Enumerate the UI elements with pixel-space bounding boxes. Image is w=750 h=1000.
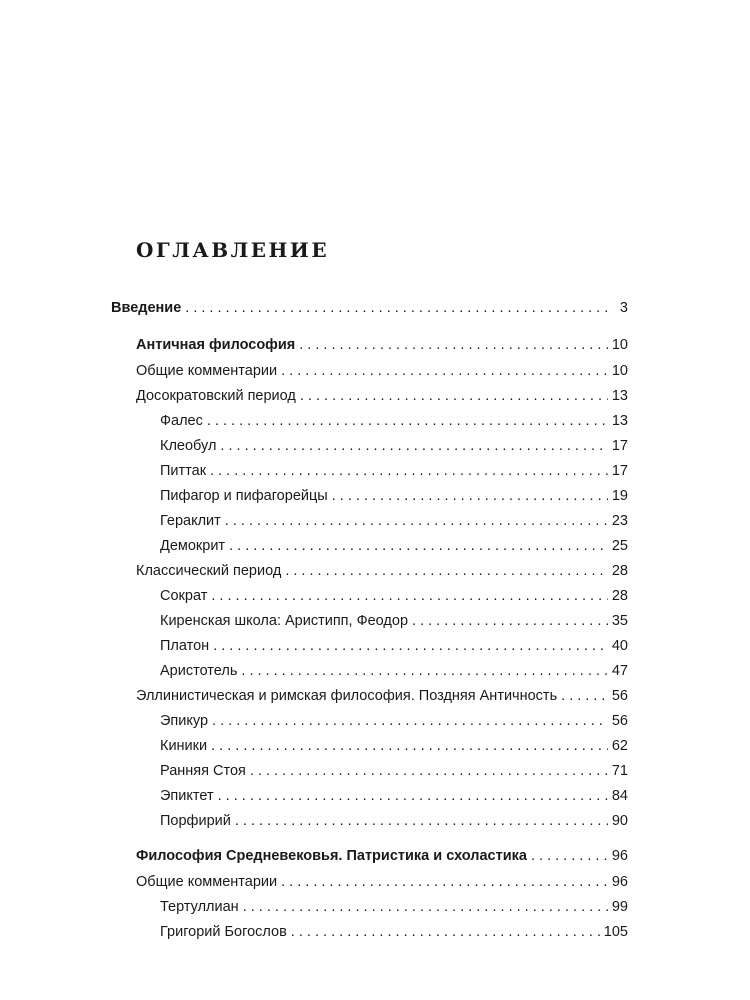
toc-leader-dots xyxy=(207,411,608,431)
toc-entry-page: 40 xyxy=(611,638,628,654)
toc-entry-introduction[interactable] xyxy=(111,298,628,318)
toc-entry-epicurus[interactable] xyxy=(160,711,628,731)
toc-entry-socrates[interactable] xyxy=(160,586,628,606)
toc-leader-dots xyxy=(250,761,608,781)
toc-leader-dots xyxy=(561,686,608,706)
toc-entry-classical-period[interactable] xyxy=(136,561,628,581)
toc-entry-page: 105 xyxy=(603,924,628,940)
toc-leader-dots xyxy=(235,811,608,831)
toc-entry-label: Порфирий xyxy=(160,813,231,829)
toc-entry-general-comments-medieval[interactable] xyxy=(136,872,628,892)
toc-entry-label: Киренская школа: Аристипп, Феодор xyxy=(160,613,409,629)
toc-leader-dots xyxy=(241,661,607,681)
toc-entry-thales[interactable] xyxy=(160,411,628,431)
toc-leader-dots xyxy=(291,922,600,942)
toc-entry-page: 56 xyxy=(611,713,628,729)
toc-entry-cynics[interactable] xyxy=(160,736,628,756)
toc-entry-page: 13 xyxy=(611,388,628,404)
toc-title: ОГЛАВЛЕНИЕ xyxy=(136,238,330,262)
toc-entry-label: Григорий Богослов xyxy=(160,924,287,940)
toc-entry-page: 62 xyxy=(611,738,628,754)
toc-entry-pythagoras[interactable] xyxy=(160,486,628,506)
toc-entry-label: Пифагор и пифагорейцы xyxy=(160,488,328,504)
toc-entry-label: Философия Средневековья. Патристика и схоластика xyxy=(136,848,527,864)
toc-leader-dots xyxy=(285,561,608,581)
toc-leader-dots xyxy=(412,611,608,631)
toc-leader-dots xyxy=(212,711,608,731)
toc-entry-label: Эпикур xyxy=(160,713,209,729)
toc-entry-hellenistic-roman[interactable] xyxy=(136,686,628,706)
toc-entry-cyrenaic-school[interactable] xyxy=(160,611,628,631)
toc-entry-page: 13 xyxy=(611,413,628,429)
toc-entry-label: Ранняя Стоя xyxy=(160,763,246,779)
toc-entry-page: 17 xyxy=(611,463,628,479)
toc-entry-label: Гераклит xyxy=(160,513,221,529)
toc-entry-plato[interactable] xyxy=(160,636,628,656)
toc-entry-page: 99 xyxy=(611,899,628,915)
toc-entry-pittacus[interactable] xyxy=(160,461,628,481)
toc-leader-dots xyxy=(229,536,608,556)
toc-entry-label: Эллинистическая и римская философия. Поздняя Античность xyxy=(136,688,558,704)
toc-entry-page: 35 xyxy=(611,613,628,629)
toc-entry-ancient-philosophy[interactable] xyxy=(136,335,628,355)
toc-leader-dots xyxy=(531,846,608,866)
toc-entry-aristotle[interactable] xyxy=(160,661,628,681)
toc-entry-medieval-philosophy[interactable] xyxy=(136,846,628,866)
toc-entry-porphyry[interactable] xyxy=(160,811,628,831)
toc-entry-label: Общие комментарии xyxy=(136,363,278,379)
toc-leader-dots xyxy=(211,736,608,756)
toc-entry-label: Аристотель xyxy=(160,663,238,679)
toc-entry-heraclitus[interactable] xyxy=(160,511,628,531)
toc-entry-page: 28 xyxy=(611,588,628,604)
toc-leader-dots xyxy=(281,872,608,892)
toc-leader-dots xyxy=(332,486,608,506)
toc-entry-epictetus[interactable] xyxy=(160,786,628,806)
toc-entry-label: Досократовский период xyxy=(136,388,296,404)
toc-entry-label: Демокрит xyxy=(160,538,226,554)
toc-entry-label: Общие комментарии xyxy=(136,874,278,890)
toc-entry-label: Питтак xyxy=(160,463,207,479)
toc-entry-page: 10 xyxy=(611,363,628,379)
toc-entry-page: 28 xyxy=(611,563,628,579)
toc-entry-general-comments[interactable] xyxy=(136,361,628,381)
toc-leader-dots xyxy=(213,636,608,656)
toc-leader-dots xyxy=(299,335,608,355)
toc-entry-tertullian[interactable] xyxy=(160,897,628,917)
toc-entry-page: 84 xyxy=(611,788,628,804)
toc-entry-cleobulus[interactable] xyxy=(160,436,628,456)
toc-entry-page: 10 xyxy=(611,337,628,353)
toc-entry-gregory-theologian[interactable] xyxy=(160,922,628,942)
toc-entry-page: 23 xyxy=(611,513,628,529)
toc-entry-presocratic[interactable] xyxy=(136,386,628,406)
toc-leader-dots xyxy=(225,511,608,531)
toc-leader-dots xyxy=(243,897,608,917)
toc-entry-label: Сократ xyxy=(160,588,208,604)
toc-leader-dots xyxy=(300,386,608,406)
toc-leader-dots xyxy=(211,586,608,606)
toc-entry-label: Тертуллиан xyxy=(160,899,239,915)
toc-entry-democritus[interactable] xyxy=(160,536,628,556)
toc-leader-dots xyxy=(281,361,608,381)
toc-entry-label: Античная философия xyxy=(136,337,296,353)
toc-entry-page: 47 xyxy=(611,663,628,679)
toc-entry-label: Классический период xyxy=(136,563,282,579)
toc-entry-label: Платон xyxy=(160,638,210,654)
toc-entry-label: Введение xyxy=(111,300,182,316)
toc-entry-label: Киники xyxy=(160,738,208,754)
toc-entry-label: Эпиктет xyxy=(160,788,214,804)
toc-entry-page: 3 xyxy=(619,300,628,316)
toc-entry-page: 19 xyxy=(611,488,628,504)
toc-entry-page: 56 xyxy=(611,688,628,704)
toc-entry-label: Клеобул xyxy=(160,438,217,454)
toc-entry-page: 96 xyxy=(611,874,628,890)
toc-leader-dots xyxy=(218,786,608,806)
toc-leader-dots xyxy=(210,461,608,481)
toc-leader-dots xyxy=(220,436,607,456)
toc-entry-early-stoa[interactable] xyxy=(160,761,628,781)
toc-entry-page: 25 xyxy=(611,538,628,554)
toc-entry-page: 17 xyxy=(611,438,628,454)
toc-entry-page: 90 xyxy=(611,813,628,829)
toc-entry-page: 96 xyxy=(611,848,628,864)
toc-entry-label: Фалес xyxy=(160,413,203,429)
toc-entry-page: 71 xyxy=(611,763,628,779)
toc-leader-dots xyxy=(185,298,610,318)
